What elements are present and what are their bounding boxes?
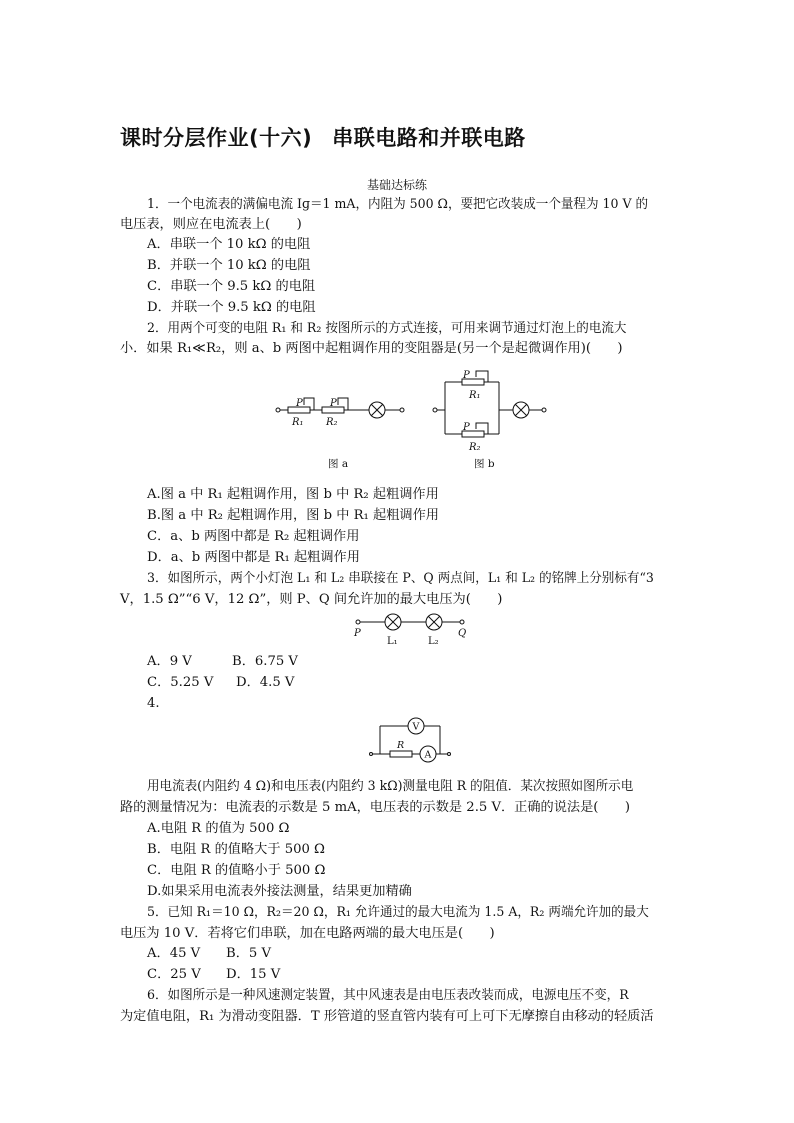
q5-line2: 电压为 10 V．若将它们串联，加在电路两端的最大电压是( ) [120,926,495,941]
q3-line1: 3．如图所示，两个小灯泡 L₁ 和 L₂ 串联接在 P、Q 两点间，L₁ 和 L₂ 的铭牌上分别标有“3 [147,571,654,586]
q4-number: 4. [147,696,160,711]
q4-option-c[interactable]: C．电阻 R 的值略小于 500 Ω [147,863,326,878]
q4-option-b[interactable]: B．电阻 R 的值略大于 500 Ω [147,842,325,857]
q4-option-a[interactable]: A.电阻 R 的值为 500 Ω [147,821,290,836]
q5-line1: 5．已知 R₁＝10 Ω，R₂＝20 Ω，R₁ 允许通过的最大电流为 1.5 A，R₂ 两端允许加的最大 [147,905,649,920]
q4-line2: 路的测量情况为：电流表的示数是 5 mA，电压表的示数是 2.5 V．正确的说法是( ) [120,800,630,815]
page-title [120,122,526,152]
q3-l1-label: L₁ [387,636,398,647]
q5-option-d[interactable]: D．15 V [226,967,281,982]
q2-line2: 小．如果 R₁≪R₂，则 a、b 两图中起粗调作用的变阻器是(另一个是起微调作用)( ) [120,341,623,356]
fig-b-p2-label: P [463,422,470,433]
title-main: 串联电路和并联电路 [332,126,526,150]
q1-option-d[interactable]: D．并联一个 9.5 kΩ 的电阻 [147,300,316,315]
q4-r-label: R [397,740,405,751]
q5-option-c[interactable]: C．25 V [147,967,201,982]
q3-option-a[interactable]: A．9 V [147,654,192,669]
fig-b-r2-label: R₂ [469,442,481,453]
q1-line1: 1．一个电流表的满偏电流 Iɡ＝1 mA，内阻为 500 Ω，要把它改装成一个量程为 10 V 的 [147,197,649,212]
q3-p-label: P [354,628,361,639]
q1-option-a[interactable]: A．串联一个 10 kΩ 的电阻 [147,237,311,252]
q3-option-b[interactable]: B．6.75 V [232,654,298,669]
q2-line1: 2．用两个可变的电阻 R₁ 和 R₂ 按图所示的方式连接，可用来调节通过灯泡上的电流大 [147,321,627,336]
fig-a-p2-label: P [330,398,337,409]
q2-option-c[interactable]: C．a、b 两图中都是 R₂ 起粗调作用 [147,529,360,544]
q6-line1: 6．如图所示是一种风速测定装置，其中风速表是由电压表改装而成，电源电压不变，R [147,988,629,1003]
q3-q-label: Q [458,628,467,639]
fig-a-r2-label: R₂ [326,417,338,428]
q3-figure [352,612,482,650]
q4-figure [370,712,450,768]
q2-option-a[interactable]: A.图 a 中 R₁ 起粗调作用，图 b 中 R₂ 起粗调作用 [147,487,439,502]
q2-option-b[interactable]: B.图 a 中 R₂ 起粗调作用，图 b 中 R₁ 起粗调作用 [147,508,439,523]
q1-option-c[interactable]: C．串联一个 9.5 kΩ 的电阻 [147,279,316,294]
q2-option-d[interactable]: D．a、b 两图中都是 R₁ 起粗调作用 [147,550,360,565]
q6-line2: 为定值电阻，R₁ 为滑动变阻器．T 形管道的竖直管内装有可上可下无摩擦自由移动的轻质活 [120,1009,654,1024]
q3-option-c[interactable]: C．5.25 V [147,675,214,690]
fig-a-p1-label: P [296,398,303,409]
q1-line2: 电压表，则应在电流表上( ) [120,217,302,232]
q5-option-a[interactable]: A．45 V [147,946,201,961]
fig-a-r1-label: R₁ [292,417,304,428]
q4-option-d[interactable]: D.如果采用电流表外接法测量，结果更加精确 [147,884,412,899]
q3-line2: V，1.5 Ω”“6 V，12 Ω”，则 P、Q 间允许加的最大电压为( ) [120,592,503,607]
section-heading: 基础达标练 [366,178,427,192]
fig-b-caption: 图 b [474,458,495,470]
fig-a-caption: 图 a [328,458,349,470]
q1-option-b[interactable]: B．并联一个 10 kΩ 的电阻 [147,258,311,273]
fig-b-r1-label: R₁ [469,390,481,401]
q4-voltmeter-label: V [412,721,420,733]
q3-l2-label: L₂ [428,636,439,647]
q3-option-d[interactable]: D．4.5 V [236,675,295,690]
q2-figure [270,368,580,473]
title-prefix: 课时分层作业(十六) [120,126,313,150]
q4-line1: 用电流表(内阻约 4 Ω)和电压表(内阻约 3 kΩ)测量电阻 R 的阻值．某次按照如图所示电 [147,779,634,794]
q4-ammeter-label: A [424,749,432,761]
fig-b-p1-label: P [463,370,470,381]
q5-option-b[interactable]: B．5 V [226,946,271,961]
